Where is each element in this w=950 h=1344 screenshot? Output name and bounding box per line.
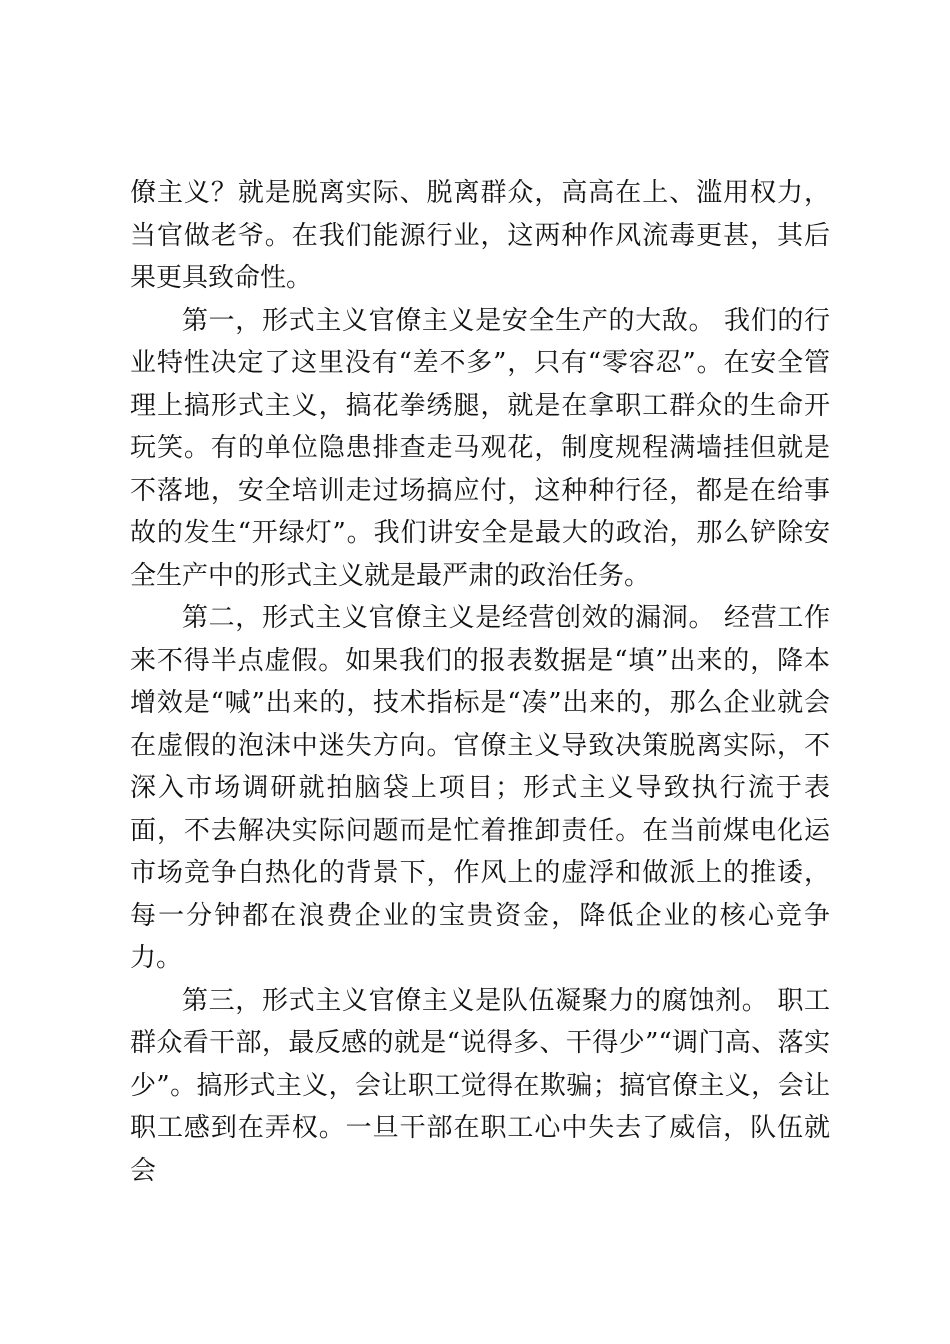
body-text (130, 172, 830, 1192)
paragraph-second-point: 第二，形式主义官僚主义是经营创效的漏洞。 经营工作来不得半点虚假。如果我们的报表数据是“填”出来的，降本增效是“喊”出来的，技术指标是“凑”出来的，那么企业就会在虚假的泡沫中迷失方向。官僚主义导致决策脱离实际，不深入市场调研就拍脑袋上项目；形式主义导致执行流于表面，不去解决实际问题而是忙着推卸责任。在当前煤电化运市场竞争白热化的背景下，作风上的虚浮和做派上的推诿，每一分钟都在浪费企业的宝贵资金，降低企业的核心竞争力。 (130, 603, 830, 973)
paragraph-first-point: 第一，形式主义官僚主义是安全生产的大敌。 我们的行业特性决定了这里没有“差不多”，只有“零容忍”。在安全管理上搞形式主义，搞花拳绣腿，就是在拿职工群众的生命开玩笑。有的单位隐患排查走马观花，制度规程满墙挂但就是不落地，安全培训走过场搞应付，这种种行径，都是在给事故的发生“开绿灯”。我们讲安全是最大的政治，那么铲除安全生产中的形式主义就是最严肃的政治任务。 (130, 305, 830, 591)
paragraph-third-point: 第三，形式主义官僚主义是队伍凝聚力的腐蚀剂。 职工群众看干部，最反感的就是“说得多、干得少”“调门高、落实少”。搞形式主义，会让职工觉得在欺骗；搞官僚主义，会让职工感到在弄权。一旦干部在职工心中失去了威信，队伍就会 (130, 985, 830, 1186)
paragraph-intro: 僚主义？就是脱离实际、脱离群众，高高在上、滥用权力，当官做老爷。在我们能源行业，这两种作风流毒更甚，其后果更具致命性。 (130, 178, 830, 293)
